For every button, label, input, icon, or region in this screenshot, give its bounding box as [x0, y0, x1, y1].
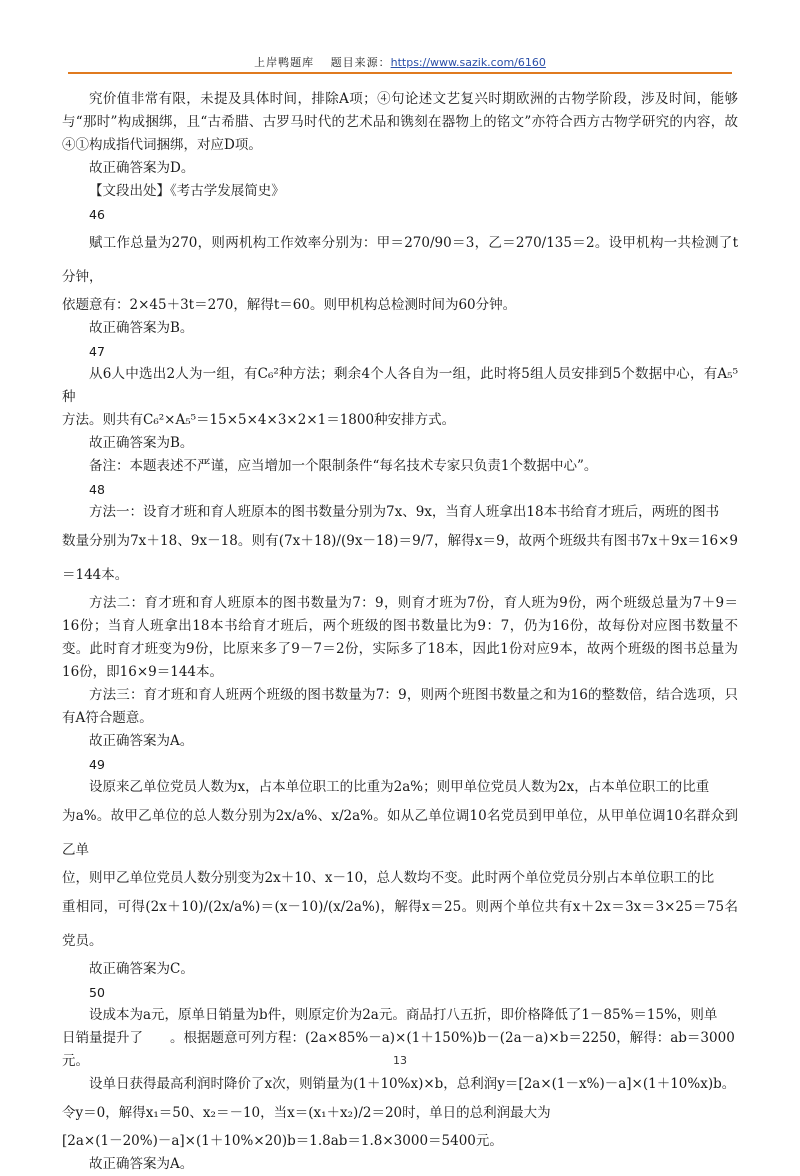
paragraph-47a: 从6人中选出2人为一组，有C₆²种方法；剩余4个人各自为一组，此时将5组人员安排到5个数据中心，有A₅⁵种 — [62, 366, 738, 405]
source-citation: 【文段出处】《考古学发展简史》 — [89, 183, 285, 199]
paragraph-49a: 设原来乙单位党员人数为x，占本单位职工的比重为2a%；则甲单位党员人数为2x，占本单位职工的比重 — [89, 779, 710, 795]
paragraph-50b: 日销量提升了 。根据题意可列方程：(2a×85%－a)×(1＋150%)b－(2a－a)×b＝2250，解得：ab＝3000 — [62, 1030, 735, 1046]
paragraph-50f: [2a×(1－20%)－a]×(1＋10%×20)b＝1.8ab＝1.8×3000＝5400元。 — [62, 1133, 503, 1149]
page-number: 13 — [393, 1054, 407, 1067]
paragraph-48a: 方法一：设育才班和育人班原本的图书数量分别为7x、9x，当育人班拿出18本书给育才班后，两班的图书 — [89, 504, 720, 520]
answer-46: 故正确答案为B。 — [89, 320, 194, 336]
document-body — [62, 88, 738, 1176]
paragraph-50d: 设单日获得最高利润时降价了x次，则销量为(1＋10%x)×b，总利润y＝[2a×(1－x%)－a]×(1＋10%x)b。 — [89, 1076, 736, 1092]
paragraph-50c: 元。 — [62, 1053, 89, 1069]
question-number-49: 49 — [89, 757, 105, 772]
question-number-48: 48 — [89, 482, 105, 497]
answer-50: 故正确答案为A。 — [89, 1156, 194, 1172]
paragraph-47b: 方法。则共有C₆²×A₅⁵＝15×5×4×3×2×1＝1800种安排方式。 — [62, 412, 456, 428]
paragraph-45-explanation: 究价值非常有限，未提及具体时间，排除A项；④句论述文艺复兴时期欧洲的古物学阶段，涉及时间，能够与“那时”构成捆绑，且“古希腊、古罗马时代的艺术品和镌刻在器物上的铭文”亦符合西方古物学研究的内容，故④①构成指代词捆绑，对应D项。 — [62, 91, 738, 153]
page-header — [0, 54, 800, 70]
question-number-46: 46 — [89, 207, 105, 222]
answer-45: 故正确答案为D。 — [89, 160, 195, 176]
paragraph-50a: 设成本为a元，原单日销量为b件，则原定价为2a元。商品打八五折，即价格降低了1－85%＝15%，则单 — [89, 1007, 718, 1023]
paragraph-49d: 重相同，可得(2x＋10)/(2x/a%)＝(x－10)/(x/2a%)，解得x＝25。则两个单位共有x＋2x＝3x＝3×25＝75名党员。 — [62, 899, 738, 949]
answer-49: 故正确答案为C。 — [89, 961, 194, 977]
question-number-50: 50 — [89, 985, 105, 1000]
paragraph-48c: 方法二：育才班和育人班原本的图书数量为7：9，则育才班为7份，育人班为9份，两个班级总量为7＋9＝16份；当育人班拿出18本书给育才班后，两个班级的图书数量比为9：7，仍为16份，故每份对应图书数量不变。此时育才班变为9份，比原来多了9－7＝2份，实际多了18本，因此1份对应9本，故两个班级的图书总量为16份，即16×9＝144本。 — [62, 595, 738, 680]
question-number-47: 47 — [89, 344, 105, 359]
paragraph-49b: 为a%。故甲乙单位的总人数分别为2x/a%、x/2a%。如从乙单位调10名党员到甲单位，从甲单位调10名群众到乙单 — [62, 808, 738, 858]
header-divider — [68, 72, 732, 74]
paragraph-49c: 位，则甲乙单位党员人数分别变为2x＋10、x－10，总人数均不变。此时两个单位党员分别占本单位职工的比 — [62, 870, 715, 886]
header-source-label: 上岸鸭题库 题目来源： — [254, 56, 391, 69]
paragraph-48d: 方法三：育才班和育人班两个班级的图书数量为7：9，则两个班图书数量之和为16的整数倍，结合选项，只有A符合题意。 — [62, 687, 738, 726]
note-47: 备注：本题表述不严谨，应当增加一个限制条件“每名技术专家只负责1个数据中心”。 — [89, 458, 598, 474]
answer-47: 故正确答案为B。 — [89, 435, 194, 451]
paragraph-46b: 依题意有：2×45＋3t＝270，解得t＝60。则甲机构总检测时间为60分钟。 — [62, 297, 517, 313]
paragraph-50e: 令y＝0，解得x₁＝50、x₂＝－10，当x＝(x₁＋x₂)/2＝20时，单日的总利润最大为 — [62, 1105, 551, 1121]
paragraph-46a: 赋工作总量为270，则两机构工作效率分别为：甲＝270/90＝3，乙＝270/135＝2。设甲机构一共检测了t分钟， — [62, 235, 738, 285]
source-link[interactable]: https://www.sazik.com/6160 — [390, 56, 546, 69]
paragraph-48b: 数量分别为7x＋18、9x－18。则有(7x＋18)/(9x－18)＝9/7，解得x＝9，故两个班级共有图书7x＋9x＝16×9＝144本。 — [62, 533, 738, 583]
answer-48: 故正确答案为A。 — [89, 733, 194, 749]
